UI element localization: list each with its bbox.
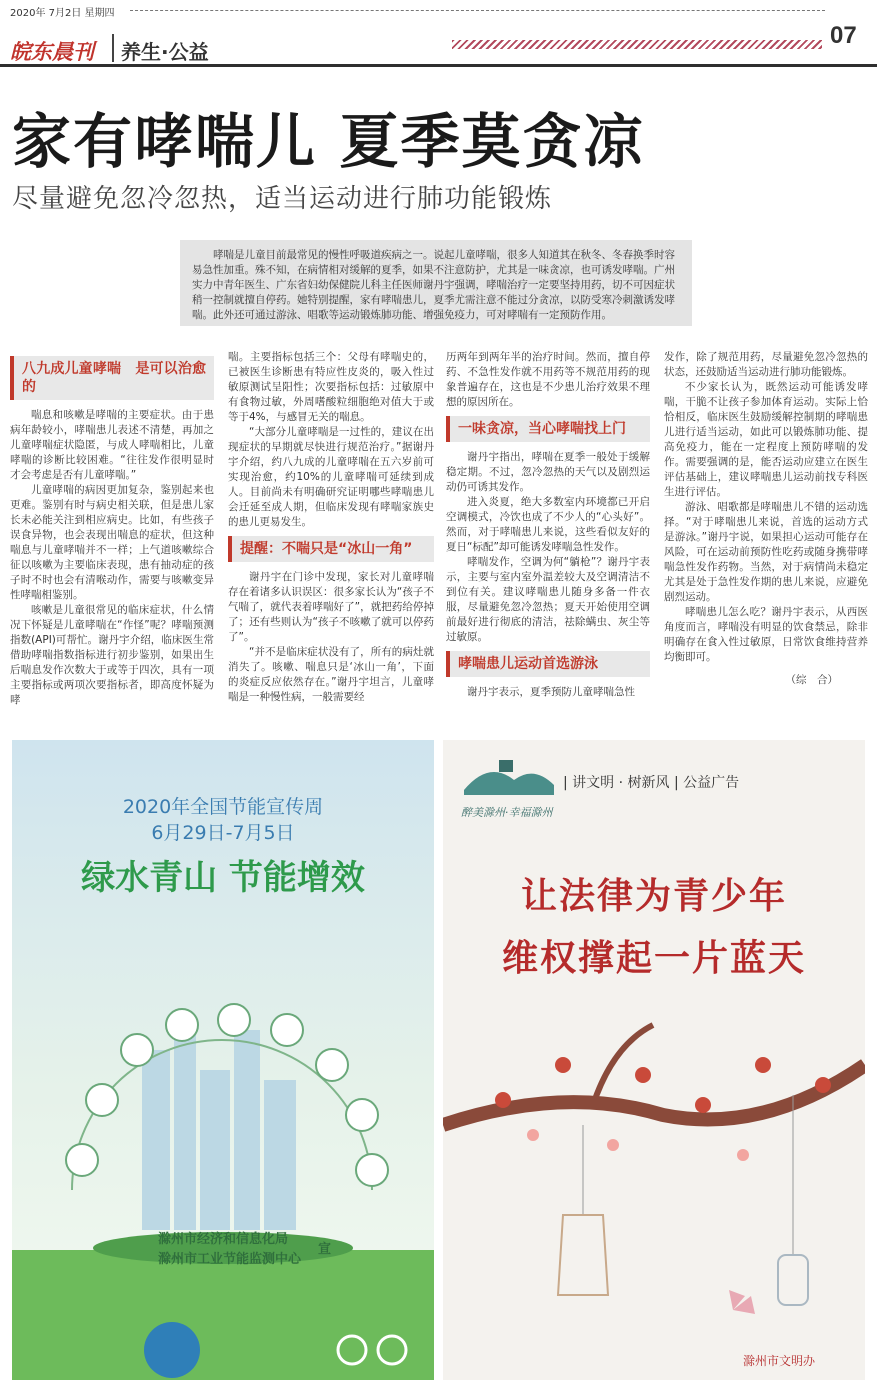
sprout-icon xyxy=(356,1154,388,1186)
ad-slogan-line-1: 让法律为青少年 xyxy=(520,876,787,917)
section-title: 养生·公益 xyxy=(121,40,209,64)
article-column-4 xyxy=(664,350,868,722)
energy-saving-ad xyxy=(12,740,434,1380)
globe-icon xyxy=(144,1322,200,1378)
ad-slogan-line-2: 维权撑起一片蓝天 xyxy=(501,938,806,979)
ad-tagline: | 讲文明 · 树新风 | 公益广告 xyxy=(563,775,740,791)
ad-suffix: 宣 xyxy=(318,1242,332,1257)
paragraph: 不少家长认为，既然运动可能诱发哮喘，干脆不让孩子参加体育运动。实际上恰恰相反，临床医生鼓励缓解控制期的哮喘患儿进行适当运动，如此可以锻炼肺功能、提高免疫力，能在一定程度上预防哮喘的发作。需要强调的是，能否运动应建立在医生评估基础上，建议哮喘患儿运动前找专科医生进行评估。 xyxy=(664,381,868,498)
paragraph: 发作，除了规范用药，尽量避免忽冷忽热的状态，还鼓励适当运动进行肺功能锻炼。 xyxy=(664,351,868,378)
paragraph: “大部分儿童哮喘是一过性的，建议在出现症状的早期就尽快进行规范治疗。”据谢丹宇介绍，约八九成的儿童哮喘在五六岁前可实现治愈，约10%的儿童哮喘可延续到成人。目前尚未有明确研究证明哪些哮喘患儿会迁延至成人期，但临床发现有哮喘家族史的患儿更易发生。 xyxy=(228,426,434,528)
paragraph: 进入炎夏，绝大多数室内环境都已开启空调模式，冷饮也成了不少人的“心头好”。然而，对于哮喘患儿来说，这些看似友好的夏日“标配”却可能诱发哮喘急性发作。 xyxy=(446,496,650,553)
power-icon xyxy=(66,1144,98,1176)
ad-event-title: 2020年全国节能宣传周 xyxy=(122,796,324,818)
grass-hills xyxy=(12,1250,434,1380)
page-number: 07 xyxy=(830,22,857,49)
header-stripe-decoration xyxy=(452,40,822,49)
article-column-2 xyxy=(228,350,434,722)
section-heading: 八九成儿童哮喘 是可以治愈的 xyxy=(10,356,214,400)
article-headline: 家有哮喘儿 夏季莫贪凉 xyxy=(12,107,645,176)
paragraph: 哮喘发作，空调为何“躺枪”？谢丹宇表示，主要与室内室外温差较大及空调清洁不到位有关。建议哮喘患儿随身多备一件衣服，尽量避免忽冷忽热；夏天开始使用空调前最好进行彻底的清洁，祛除螨虫、灰尘等过敏原。 xyxy=(446,556,650,643)
branch-illustration xyxy=(443,1005,865,1380)
plug-icon xyxy=(271,1014,303,1046)
water-drop-icon xyxy=(346,1099,378,1131)
paragraph: 谢丹宇指出，哮喘在夏季一般处于缓解稳定期。不过，忽冷忽热的天气以及剧烈运动仍可诱其发作。 xyxy=(446,451,650,493)
newspaper-logo: 皖东晨刊 xyxy=(10,39,94,64)
header-rule xyxy=(0,64,877,67)
article-lead: 哮喘是儿童目前最常见的慢性呼吸道疾病之一。说起儿童哮喘，很多人知道其在秋冬、冬春换季时容易急性加重。殊不知，在病情相对缓解的夏季，如果不注意防护，尤其是一味贪凉，也可诱发哮喘。广州实力中青年医生、广东省妇幼保健院儿科主任医师谢丹宇强调，哮喘治疗一定要坚持用药，切不可因症状稍一控制就擅自停药。她特别提醒，家有哮喘患儿，夏季尤需注意不能过分贪凉，以防受寒冷刺激诱发哮喘。此外还可通过游泳、唱歌等运动锻炼肺功能、增强免疫力，可对哮喘有一定预防作用。 xyxy=(180,240,692,326)
paragraph: 喘息和咳嗽是哮喘的主要症状。由于患病年龄较小，哮喘患儿表述不清楚，再加之儿童哮喘症状隐匿，与成人哮喘相比，儿童哮喘的诊断比较困难。“往往发作很明显时才会考虑是否有儿童哮喘。” xyxy=(10,409,214,481)
public-service-ad xyxy=(443,740,865,1380)
paragraph: 儿童哮喘的病因更加复杂，鉴别起来也更难。鉴别有时与病史相关联，但是患儿家长未必能关注到相应病史。比如，有些孩子误食异物，也会表现出喘息的症状，但这种喘息与儿童哮喘并不一样；上气道咳嗽综合征以咳嗽为主要临床表现，患有抽动症的孩子时不时也会有清喉动作，需要与咳嗽变异性哮喘相鉴别。 xyxy=(10,484,214,601)
ad-organizer-2: 滁州市工业节能监测中心 xyxy=(158,1252,302,1267)
recycle-icon xyxy=(316,1049,348,1081)
section-heading: 提醒：不喘只是“冰山一角” xyxy=(228,536,434,562)
paragraph: 哮喘患儿怎么吃？谢丹宇表示，从西医角度而言，哮喘没有明显的饮食禁忌，除非明确存在食入性过敏原，日常饮食维持营养均衡即可。 xyxy=(664,606,868,663)
logo-text: 醉美滁州·幸福滁州 xyxy=(461,806,553,819)
lantern-icon xyxy=(558,1215,608,1295)
ad-slogan: 绿水青山 节能增效 xyxy=(81,858,365,898)
header-divider xyxy=(112,34,114,62)
solar-panel-icon xyxy=(121,1034,153,1066)
bulb-icon xyxy=(166,1009,198,1041)
paragraph: 谢丹宇在门诊中发现，家长对儿童哮喘存在着诸多认识误区：很多家长认为“孩子不气喘了，就代表着哮喘好了”，就把药给停掉了；还有些则认为“孩子不咳嗽了就可以停药了”。 xyxy=(228,571,434,643)
paragraph: 游泳、唱歌都是哮喘患儿不错的运动选择。“对于哮喘患儿来说，首选的运动方式是游泳。”谢丹宇说，如果担心运动可能存在风险，可在运动前预防性吃药或随身携带哮喘急性发作药物。当然，对于病情尚未稳定尤其是处于急性发作期的患儿来说，应避免剧烈运动。 xyxy=(664,501,868,603)
paragraph: 咳嗽是儿童很常见的临床症状，什么情况下怀疑是儿童哮喘在“作怪”呢？哮喘预测指数(API)可帮忙。谢丹宇介绍，临床医生常借助哮喘指数指标进行初步鉴别，如果出生后喘息发作次数大于或等于四次，具有一项主要指标或两项次要指标者，即高度怀疑为哮 xyxy=(10,604,214,706)
paragraph: “并不是临床症状没有了，所有的病灶就消失了。咳嗽、喘息只是‘冰山一角’，下面的炎症反应依然存在。”谢丹宇坦言，儿童哮喘是一种慢性病，一般需要经 xyxy=(228,646,434,703)
section-heading: 哮喘患儿运动首选游泳 xyxy=(446,651,650,677)
ad-event-dates: 6月29日-7月5日 xyxy=(151,822,295,844)
article-column-3 xyxy=(446,350,650,722)
paragraph: 喘。主要指标包括三个：父母有哮喘史的，已被医生诊断患有特应性皮炎的，吸入性过敏原测试呈阳性；次要指标包括：过敏原中有食物过敏，外周嗜酸粒细胞绝对值大于或等于4%，与感冒无关的喘息。 xyxy=(228,351,434,423)
paragraph: 谢丹宇表示，夏季预防儿童哮喘急性 xyxy=(467,686,635,698)
city-illustration xyxy=(12,930,434,1380)
article-column-1 xyxy=(10,350,214,722)
city-logo-icon xyxy=(459,750,559,800)
flower-icon xyxy=(495,1092,511,1108)
glass-jar-icon xyxy=(778,1255,808,1305)
section-heading: 一味贪凉，当心哮喘找上门 xyxy=(446,416,650,442)
factory-icon xyxy=(86,1084,118,1116)
ad-sponsor: 滁州市文明办 xyxy=(743,1354,816,1368)
paragraph: 历两年到两年半的治疗时间。然而，擅自停药、不急性发作就不用药等不规范用药的现象普遍存在，这也是不少患儿治疗效果不理想的原因所在。 xyxy=(446,351,650,408)
article-signature: （综 合） xyxy=(785,674,838,686)
issue-date: 2020年 7月2日 星期四 xyxy=(10,8,115,19)
leaf-icon xyxy=(218,1004,250,1036)
butterfly-icon xyxy=(729,1290,755,1314)
ad-organizer-1: 滁州市经济和信息化局 xyxy=(158,1232,289,1247)
header-dashed-rule xyxy=(130,10,825,11)
article-subhead: 尽量避免忽冷忽热，适当运动进行肺功能锻炼 xyxy=(12,184,553,214)
